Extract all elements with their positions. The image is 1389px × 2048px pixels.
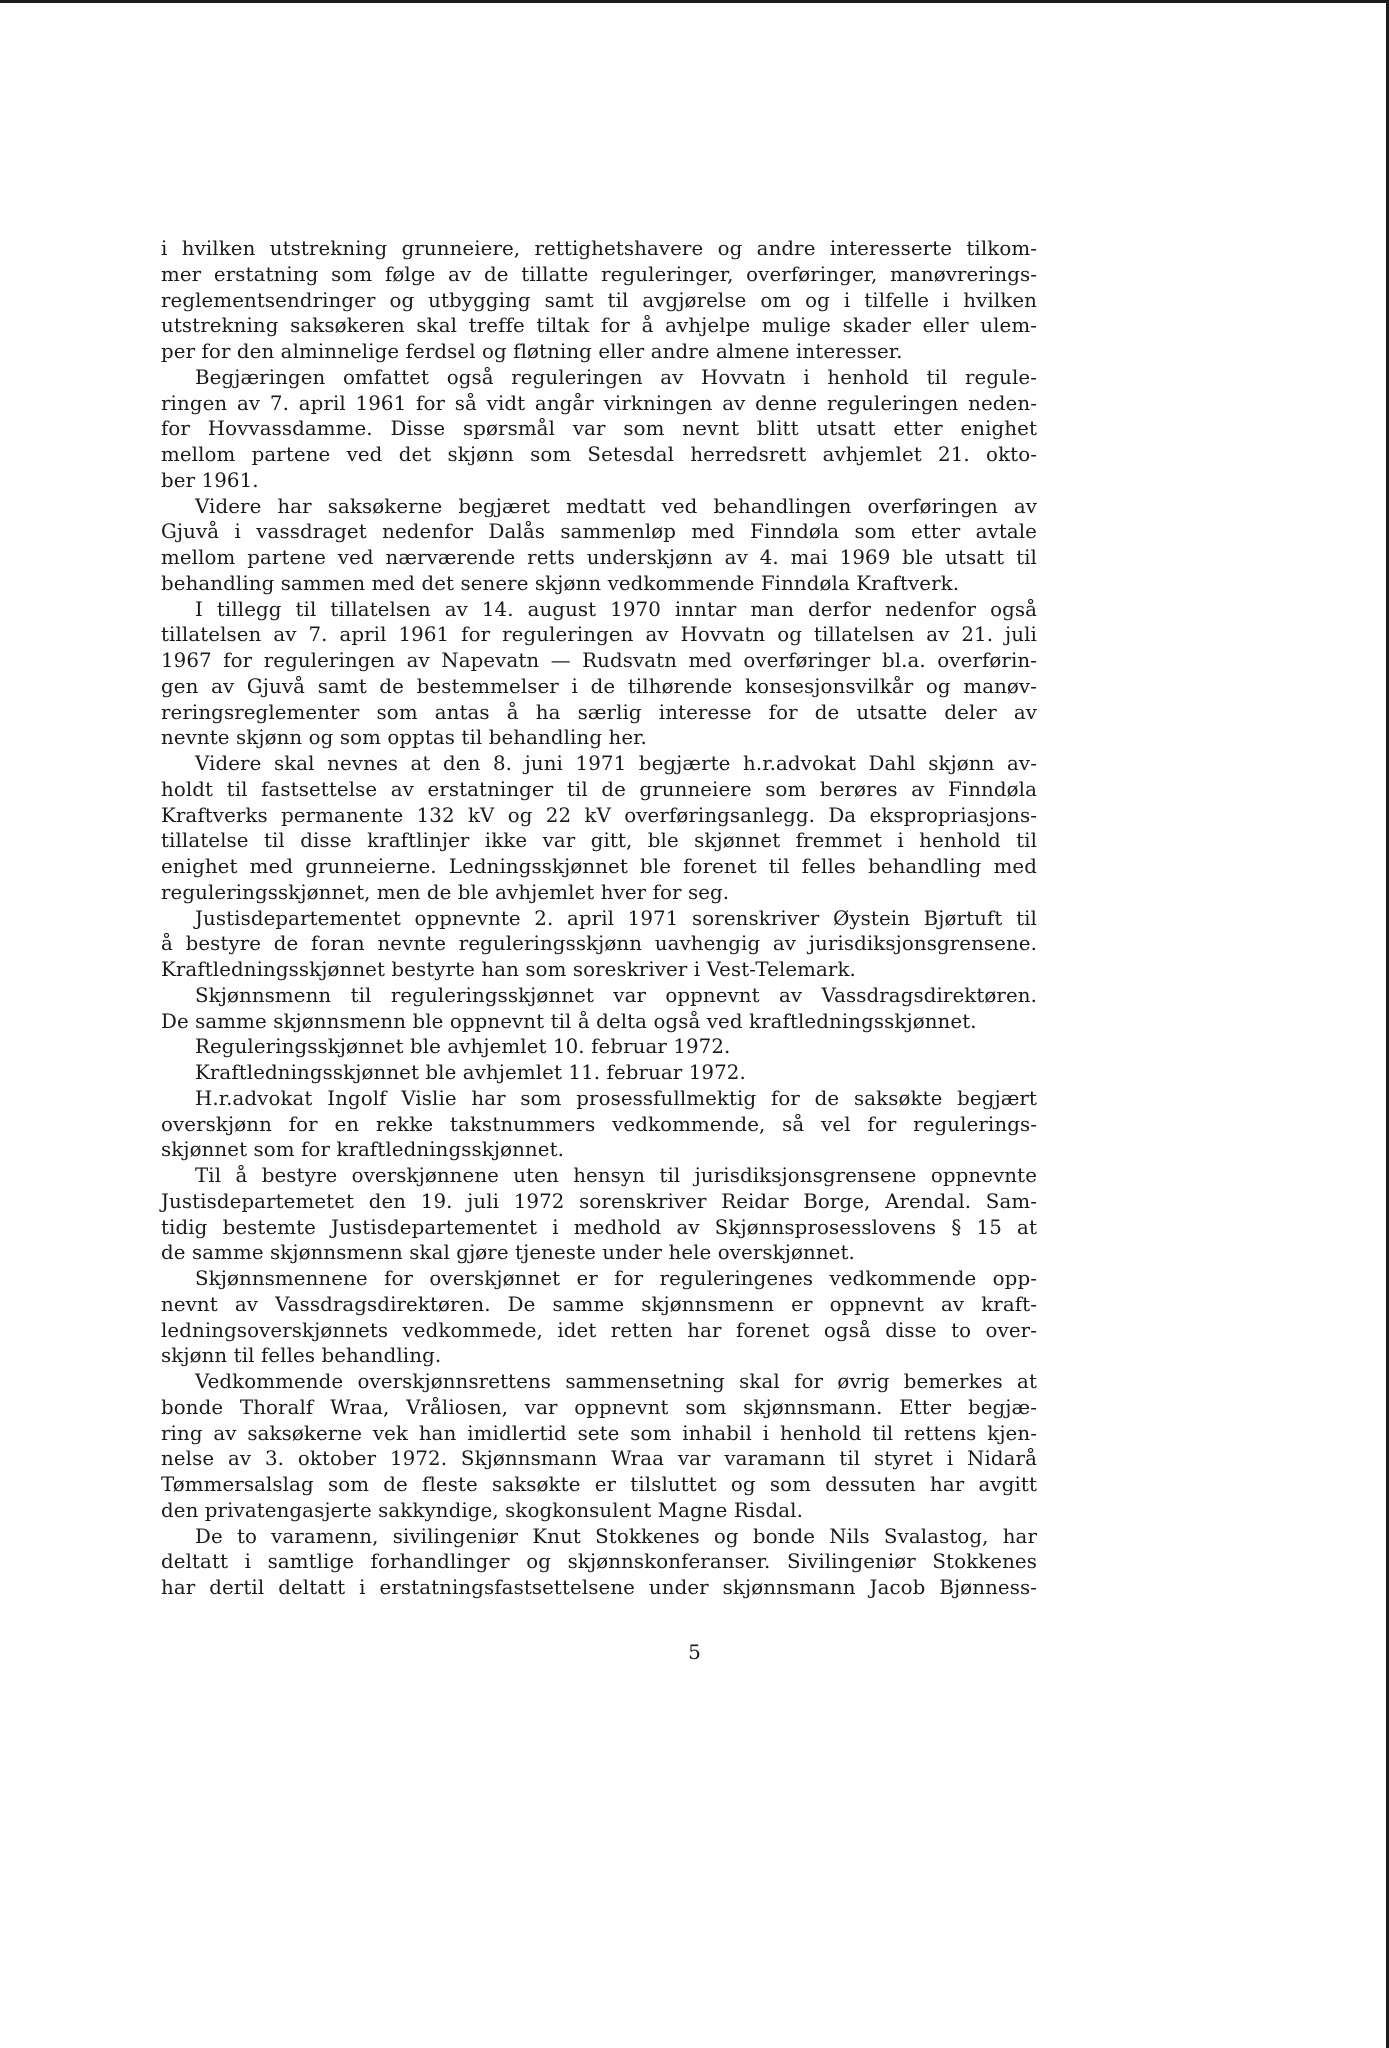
text-line: å bestyre de foran nevnte reguleringsskjønn uavhengig av jurisdiksjonsgrensene.: [161, 932, 1037, 956]
text-line: Til å bestyre overskjønnene uten hensyn til jurisdiksjonsgrensene oppnevnte: [195, 1164, 1037, 1187]
text-line: Justisdepartemetet den 19. juli 1972 sorenskriver Reidar Borge, Arendal. Sam-: [161, 1189, 1037, 1213]
text-line: enighet med grunneierne. Ledningsskjønnet ble forenet til felles behandling med: [161, 855, 1037, 878]
text-line: Kraftledningsskjønnet bestyrte han som soreskriver i Vest-Telemark.: [161, 958, 856, 981]
text-line: Justisdepartementet oppnevnte 2. april 1971 sorenskriver Øystein Bjørtuft til: [195, 906, 1037, 930]
text-line: Reguleringsskjønnet ble avhjemlet 10. februar 1972.: [195, 1035, 731, 1059]
text-line: H.r.advokat Ingolf Vislie har som prosessfullmektig for de saksøkte begjært: [195, 1086, 1037, 1110]
text-line: Skjønnsmenn til reguleringsskjønnet var oppnevnt av Vassdragsdirektøren.: [195, 983, 1037, 1007]
text-line: Videre har saksøkerne begjæret medtatt ved behandlingen overføringen av: [195, 494, 1037, 518]
scan-border-top: [0, 0, 1389, 3]
text-line: i hvilken utstrekning grunneiere, rettighetshavere og andre interesserte tilkom-: [161, 237, 1037, 260]
text-line: tillatelsen av 7. april 1961 for reguleringen av Hovvatn og tillatelsen av 21. juli: [161, 623, 1037, 647]
text-line: mer erstatning som følge av de tillatte reguleringer, overføringer, manøvrerings-: [161, 262, 1037, 286]
text-line: Videre skal nevnes at den 8. juni 1971 begjærte h.r.advokat Dahl skjønn av-: [195, 752, 1037, 775]
text-line: bonde Thoralf Wraa, Vråliosen, var oppnevnt som skjønnsmann. Etter begjæ-: [161, 1395, 1037, 1419]
text-line: nevnt av Vassdragsdirektøren. De samme skjønnsmenn er oppnevnt av kraft-: [161, 1292, 1037, 1316]
text-line: gen av Gjuvå samt de bestemmelser i de tilhørende konsesjonsvilkår og manøv-: [161, 674, 1037, 698]
text-line: ringen av 7. april 1961 for så vidt angår virkningen av denne reguleringen neden-: [161, 391, 1037, 415]
text-line: per for den alminnelige ferdsel og fløtning eller andre almene interesser.: [161, 340, 903, 363]
text-line: mellom partene ved nærværende retts underskjønn av 4. mai 1969 ble utsatt til: [161, 546, 1037, 569]
text-line: De to varamenn, sivilingeniør Knut Stokkenes og bonde Nils Svalastog, har: [195, 1524, 1037, 1548]
text-line: mellom partene ved det skjønn som Setesdal herredsrett avhjemlet 21. okto-: [161, 443, 1037, 466]
text-line: ledningsoverskjønnets vedkommede, idet retten har forenet også disse to over-: [161, 1318, 1037, 1342]
text-line: Kraftledningsskjønnet ble avhjemlet 11. februar 1972.: [195, 1061, 746, 1084]
text-line: ber 1961.: [161, 468, 259, 492]
text-line: reglementsendringer og utbygging samt til avgjørelse om og i tilfelle i hvilken: [161, 288, 1037, 312]
text-line: ring av saksøkerne vek han imidlertid sete som inhabil i henhold til rettens kjen-: [161, 1421, 1037, 1445]
text-line: Skjønnsmennene for overskjønnet er for reguleringenes vedkommende opp-: [195, 1267, 1037, 1290]
text-line: utstrekning saksøkeren skal treffe tiltak for å avhjelpe mulige skader eller ulem-: [161, 314, 1037, 338]
text-line: holdt til fastsettelse av erstatninger til de grunneiere som berøres av Finndøla: [161, 777, 1037, 801]
page-number: 5: [688, 1640, 701, 1664]
text-line: skjønn til felles behandling.: [161, 1344, 442, 1368]
text-line: Vedkommende overskjønnsrettens sammensetning skal for øvrig bemerkes at: [195, 1370, 1037, 1393]
text-line: tidig bestemte Justisdepartementet i medhold av Skjønnsprosesslovens § 15 at: [161, 1215, 1037, 1239]
text-line: 1967 for reguleringen av Napevatn — Rudsvatn med overføringer bl.a. overførin-: [161, 649, 1037, 672]
text-line: for Hovvassdamme. Disse spørsmål var som nevnt blitt utsatt etter enighet: [161, 417, 1037, 441]
text-line: De samme skjønnsmenn ble oppnevnt til å delta også ved kraftledningsskjønnet.: [161, 1009, 977, 1033]
text-line: Tømmersalslag som de fleste saksøkte er tilsluttet og som dessuten har avgitt: [161, 1473, 1037, 1496]
text-line: nelse av 3. oktober 1972. Skjønnsmann Wraa var varamann til styret i Nidarå: [161, 1447, 1037, 1471]
text-line: nevnte skjønn og som opptas til behandling her.: [161, 726, 647, 750]
text-line: Gjuvå i vassdraget nedenfor Dalås sammenløp med Finndøla som etter avtale: [161, 520, 1037, 544]
text-line: Begjæringen omfattet også reguleringen av Hovvatn i henhold til regule-: [195, 365, 1037, 389]
text-line: har dertil deltatt i erstatningsfastsettelsene under skjønnsmann Jacob Bjønness-: [161, 1576, 1037, 1599]
text-line: Kraftverks permanente 132 kV og 22 kV overføringsanlegg. Da ekspropriasjons-: [161, 803, 1037, 827]
text-line: deltatt i samtlige forhandlinger og skjønnskonferanser. Sivilingeniør Stokkenes: [161, 1550, 1037, 1574]
text-line: den privatengasjerte sakkyndige, skogkonsulent Magne Risdal.: [161, 1498, 803, 1522]
text-line: behandling sammen med det senere skjønn vedkommende Finndøla Kraftverk.: [161, 571, 960, 595]
text-line: reguleringsskjønnet, men de ble avhjemlet hver for seg.: [161, 880, 730, 904]
body-text: [161, 236, 1037, 1601]
text-line: tillatelse til disse kraftlinjer ikke var gitt, ble skjønnet fremmet i henhold til: [161, 829, 1037, 853]
text-line: I tillegg til tillatelsen av 14. august 1970 inntar man derfor nedenfor også: [195, 597, 1037, 621]
text-line: overskjønn for en rekke takstnummers vedkommende, så vel for regulerings-: [161, 1112, 1037, 1136]
text-line: de samme skjønnsmenn skal gjøre tjeneste under hele overskjønnet.: [161, 1241, 855, 1265]
text-line: skjønnet som for kraftledningsskjønnet.: [161, 1138, 565, 1162]
text-line: reringsreglementer som antas å ha særlig interesse for de utsatte deler av: [161, 700, 1037, 724]
